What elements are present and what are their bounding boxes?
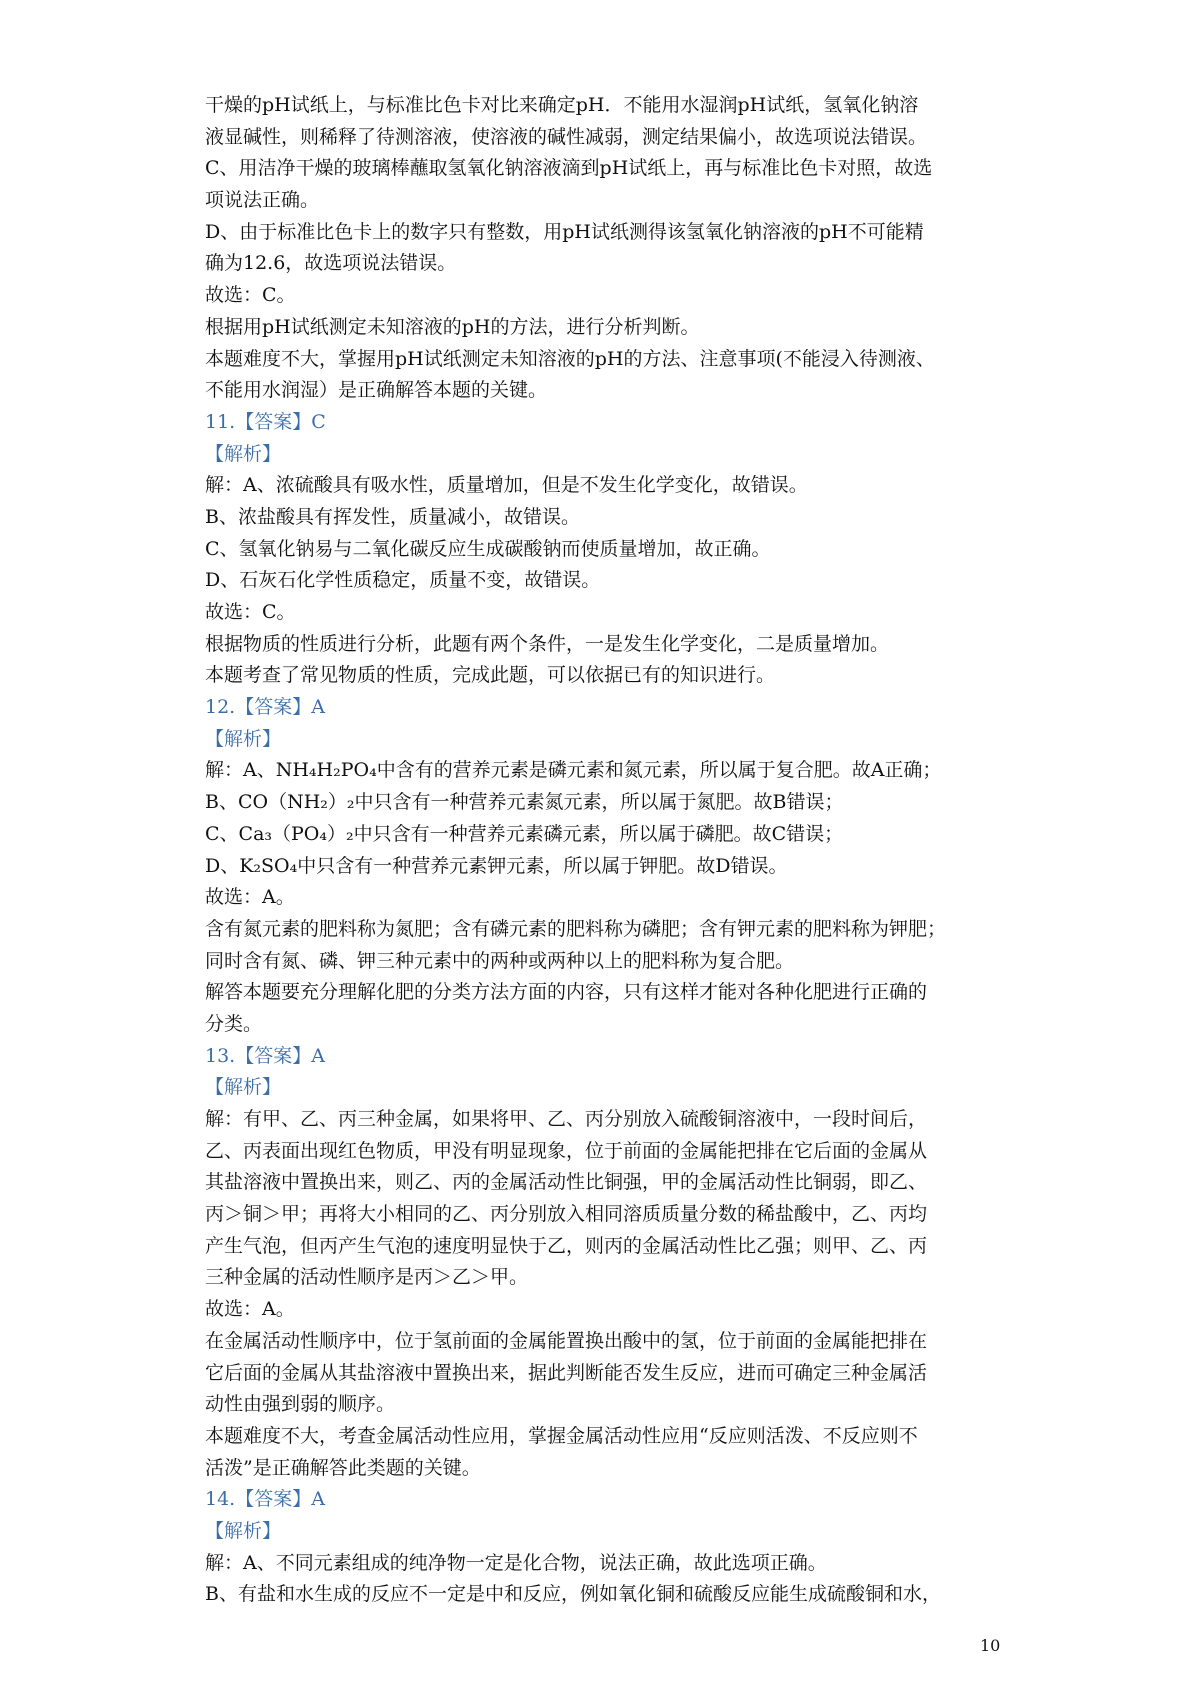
text-line: 分类。 [205,1012,263,1035]
text-line: 丙＞铜＞甲；再将大小相同的乙、丙分别放入相同溶质质量分数的稀盐酸中，乙、丙均 [205,1203,928,1226]
text-line: 确为12.6，故选项说法错误。 [205,252,457,275]
answer-heading: 【解析】 [205,1519,282,1542]
answer-heading: 【解析】 [205,1076,282,1099]
text-line: C、用洁净干燥的玻璃棒蘸取氢氧化钠溶液滴到pH试纸上，再与标准比色卡对照，故选 [205,157,933,180]
text-line: 解：A、不同元素组成的纯净物一定是化合物，说法正确，故此选项正确。 [205,1551,827,1574]
text-line: D、K₂SO₄中只含有一种营养元素钾元素，所以属于钾肥。故D错误。 [205,854,788,877]
text-line: 它后面的金属从其盐溶液中置换出来，据此判断能否发生反应，进而可确定三种金属活 [205,1361,928,1384]
text-line: B、浓盐酸具有挥发性，质量减小，故错误。 [205,505,580,528]
answer-heading: 【解析】 [205,727,282,750]
text-line: 产生气泡，但丙产生气泡的速度明显快于乙，则丙的金属活动性比乙强；则甲、乙、丙 [205,1234,928,1257]
answer-heading: 14.【答案】A [205,1488,325,1511]
text-line: 故选：A。 [205,1298,295,1321]
answer-heading: 11.【答案】C [205,410,326,433]
text-line: 故选：A。 [205,886,295,909]
text-line: 在金属活动性顺序中，位于氢前面的金属能置换出酸中的氢，位于前面的金属能把排在 [205,1329,928,1352]
text-line: 同时含有氮、磷、钾三种元素中的两种或两种以上的肥料称为复合肥。 [205,949,795,972]
text-line: 本题难度不大，掌握用pH试纸测定未知溶液的pH的方法、注意事项(不能浸入待测液、 [205,347,935,370]
page-number: 10 [980,1636,1001,1655]
text-line: D、由于标准比色卡上的数字只有整数，用pH试纸测得该氢氧化钠溶液的pH不可能精 [205,220,924,243]
text-line: 活泼”是正确解答此类题的关键。 [205,1456,481,1479]
answer-heading: 13.【答案】A [205,1044,325,1067]
text-line: 解：A、浓硫酸具有吸水性，质量增加，但是不发生化学变化，故错误。 [205,474,808,497]
text-line: C、Ca₃（PO₄）₂中只含有一种营养元素磷元素，所以属于磷肥。故C错误； [205,822,844,845]
text-line: 本题难度不大，考查金属活动性应用，掌握金属活动性应用“反应则活泼、不反应则不 [205,1424,918,1447]
text-line: D、石灰石化学性质稳定，质量不变，故错误。 [205,569,601,592]
text-line: B、有盐和水生成的反应不一定是中和反应，例如氧化铜和硫酸反应能生成硫酸铜和水， [205,1583,941,1606]
text-line: 干燥的pH试纸上，与标准比色卡对比来确定pH．不能用水湿润pH试纸，氢氧化钠溶 [205,94,919,116]
document-body [205,90,1005,1611]
text-line: 不能用水润湿）是正确解答本题的关键。 [205,379,548,402]
text-line: 解：有甲、乙、丙三种金属，如果将甲、乙、丙分别放入硫酸铜溶液中，一段时间后， [205,1108,928,1130]
text-line: C、氢氧化钠易与二氧化碳反应生成碳酸钠而使质量增加，故正确。 [205,537,771,560]
text-line: 三种金属的活动性顺序是丙＞乙＞甲。 [205,1266,529,1289]
text-line: 解答本题要充分理解化肥的分类方法方面的内容，只有这样才能对各种化肥进行正确的 [205,981,928,1004]
text-line: 动性由强到弱的顺序。 [205,1393,396,1416]
text-line: 根据物质的性质进行分析，此题有两个条件，一是发生化学变化，二是质量增加。 [205,632,890,655]
text-line: 解：A、NH₄H₂PO₄中含有的营养元素是磷元素和氮元素，所以属于复合肥。故A正确； [205,759,942,782]
text-line: B、CO（NH₂）₂中只含有一种营养元素氮元素，所以属于氮肥。故B错误； [205,791,844,814]
text-line: 其盐溶液中置换出来，则乙、丙的金属活动性比铜强，甲的金属活动性比铜弱，即乙、 [205,1171,928,1194]
answer-heading: 12.【答案】A [205,696,325,719]
text-line: 根据用pH试纸测定未知溶液的pH的方法，进行分析判断。 [205,315,700,338]
text-line: 故选：C。 [205,601,296,623]
text-line: 液显碱性，则稀释了待测溶液，使溶液的碱性减弱，测定结果偏小，故选项说法错误。 [205,125,928,148]
text-line: 本题考查了常见物质的性质，完成此题，可以依据已有的知识进行。 [205,664,776,687]
text-line: 项说法正确。 [205,189,320,212]
text-line: 乙、丙表面出现红色物质，甲没有明显现象，位于前面的金属能把排在它后面的金属从 [205,1139,928,1162]
text-line: 含有氮元素的肥料称为氮肥；含有磷元素的肥料称为磷肥；含有钾元素的肥料称为钾肥； [205,917,947,940]
text-line: 故选：C。 [205,284,296,307]
answer-heading: 【解析】 [205,442,282,465]
